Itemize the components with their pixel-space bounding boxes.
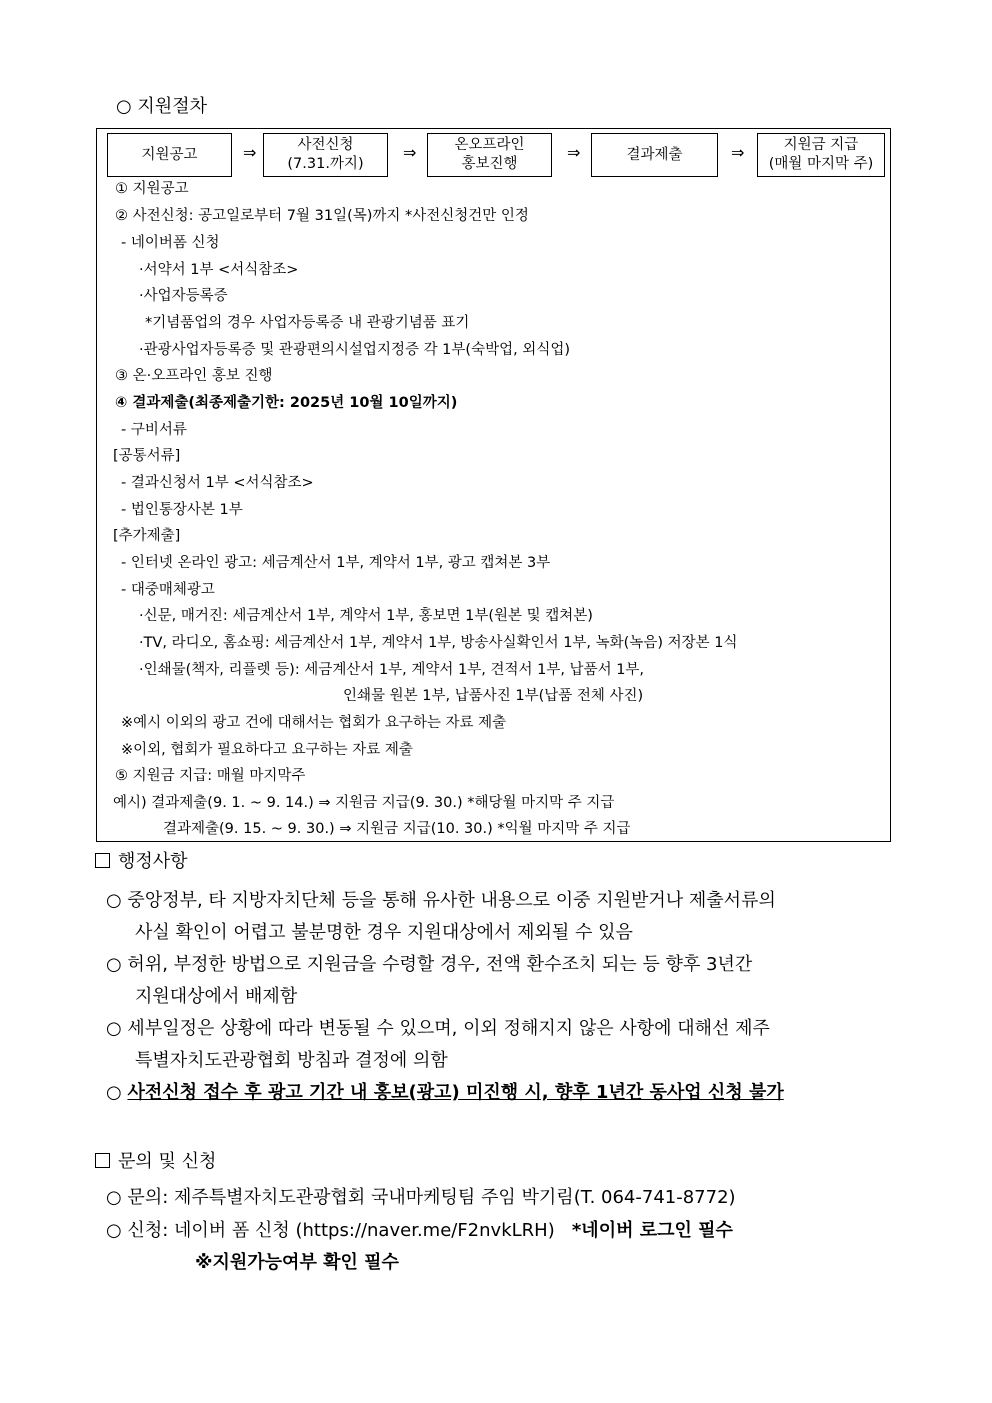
flow-step-label: 사전신청	[297, 137, 354, 153]
flow-step-label: 지원금 지급	[783, 137, 859, 153]
box-line: ⑤ 지원금 지급: 매월 마지막주	[115, 768, 306, 784]
admin-item-cont: 특별자치도관광협회 방침과 결정에 의함	[135, 1050, 448, 1071]
contact-heading	[95, 1151, 216, 1173]
checkbox-square-icon	[95, 853, 110, 868]
flow-step-payment	[757, 133, 885, 177]
box-line: ·인쇄물(책자, 리플렛 등): 세금계산서 1부, 계약서 1부, 견적서 1부, 납품서 1부,	[139, 662, 645, 678]
procedure-heading: ○ 지원절차	[116, 96, 207, 117]
admin-item-cont: 사실 확인이 어렵고 불분명한 경우 지원대상에서 제외될 수 있음	[135, 922, 633, 943]
flow-step-pre-application	[263, 133, 388, 177]
arrow-icon: ⇒	[243, 143, 257, 162]
contact-inquiry: ○ 문의: 제주특별자치도관광협회 국내마케팅팀 주임 박기림(T. 064-741-8772)	[106, 1187, 736, 1208]
box-line: - 인터넷 온라인 광고: 세금계산서 1부, 계약서 1부, 광고 캡쳐본 3부	[121, 555, 551, 571]
admin-last-text: 사전신청 접수 후 광고 기간 내 홍보(광고) 미진행 시, 향후 1년간 동사업 신청 불가	[127, 1082, 784, 1103]
flow-step-sublabel: 홍보진행	[461, 156, 518, 172]
contact-heading-text: 문의 및 신청	[118, 1151, 217, 1172]
box-line: - 구비서류	[121, 422, 187, 438]
flow-step-result-submission	[591, 133, 718, 177]
box-line: ·사업자등록증	[139, 288, 228, 304]
box-line: ·신문, 매거진: 세금계산서 1부, 계약서 1부, 홍보면 1부(원본 및 캡쳐본)	[139, 608, 593, 624]
circle-bullet: ○	[106, 1082, 128, 1103]
apply-text[interactable]: ○ 신청: 네이버 폼 신청 (https://naver.me/F2nvkLRH)	[106, 1220, 555, 1241]
admin-item: ○ 세부일정은 상황에 따라 변동될 수 있으며, 이외 정해지지 않은 사항에 대해선 제주	[106, 1018, 770, 1039]
admin-heading	[95, 851, 188, 873]
box-line: ·TV, 라디오, 홈쇼핑: 세금계산서 1부, 계약서 1부, 방송사실확인서 1부, 녹화(녹음) 저장본 1식	[139, 635, 738, 651]
flow-step-sublabel: (7.31.까지)	[287, 156, 364, 172]
flow-step-sublabel: (매월 마지막 주)	[768, 156, 874, 172]
box-line: ·서약서 1부 <서식참조>	[139, 262, 299, 278]
flow-step-label: 결과제출	[626, 146, 683, 163]
contact-apply	[106, 1220, 733, 1242]
arrow-icon: ⇒	[403, 143, 417, 162]
apply-note: *네이버 로그인 필수	[571, 1220, 733, 1241]
box-line: - 결과신청서 1부 <서식참조>	[121, 475, 314, 491]
box-line: [추가제출]	[113, 528, 181, 544]
procedure-box	[96, 128, 891, 842]
box-line: 인쇄물 원본 1부, 납품사진 1부(납품 전체 사진)	[343, 688, 644, 704]
box-line: ·관광사업자등록증 및 관광편의시설업지정증 각 1부(숙박업, 외식업)	[139, 342, 570, 358]
box-line: 결과제출(9. 15. ~ 9. 30.) ⇒ 지원금 지급(10. 30.) *익월 마지막 주 지급	[163, 821, 631, 837]
check-note: ※지원가능여부 확인 필수	[195, 1252, 399, 1273]
admin-item-last	[106, 1082, 784, 1104]
admin-item-cont: 지원대상에서 배제함	[135, 986, 298, 1007]
checkbox-square-icon	[95, 1153, 110, 1168]
flow-step-label: 지원공고	[141, 146, 198, 163]
box-line: 예시) 결과제출(9. 1. ~ 9. 14.) ⇒ 지원금 지급(9. 30.) *해당월 마지막 주 지급	[113, 795, 615, 811]
admin-item: ○ 허위, 부정한 방법으로 지원금을 수령할 경우, 전액 환수조치 되는 등 향후 3년간	[106, 954, 753, 975]
flow-step-promotion	[427, 133, 552, 177]
box-line: [공통서류]	[113, 448, 181, 464]
box-line: - 대중매체광고	[121, 582, 215, 598]
box-line: ※이외, 협회가 필요하다고 요구하는 자료 제출	[121, 742, 413, 758]
flow-step-announcement	[107, 133, 232, 177]
box-line: ① 지원공고	[115, 181, 189, 197]
box-line: *기념품업의 경우 사업자등록증 내 관광기념품 표기	[145, 315, 470, 331]
box-line: - 네이버폼 신청	[121, 235, 220, 251]
box-line: ③ 온·오프라인 홍보 진행	[115, 368, 273, 384]
admin-heading-text: 행정사항	[118, 851, 188, 872]
box-line-bold: ④ 결과제출(최종제출기한: 2025년 10월 10일까지)	[115, 395, 458, 411]
flow-step-label: 온오프라인	[454, 137, 525, 153]
arrow-icon: ⇒	[567, 143, 581, 162]
box-line: ※예시 이외의 광고 건에 대해서는 협회가 요구하는 자료 제출	[121, 715, 507, 731]
admin-item: ○ 중앙정부, 타 지방자치단체 등을 통해 유사한 내용으로 이중 지원받거나 제출서류의	[106, 890, 776, 911]
box-line: ② 사전신청: 공고일로부터 7월 31일(목)까지 *사전신청건만 인정	[115, 208, 529, 224]
arrow-icon: ⇒	[731, 143, 745, 162]
box-line: - 법인통장사본 1부	[121, 502, 243, 518]
